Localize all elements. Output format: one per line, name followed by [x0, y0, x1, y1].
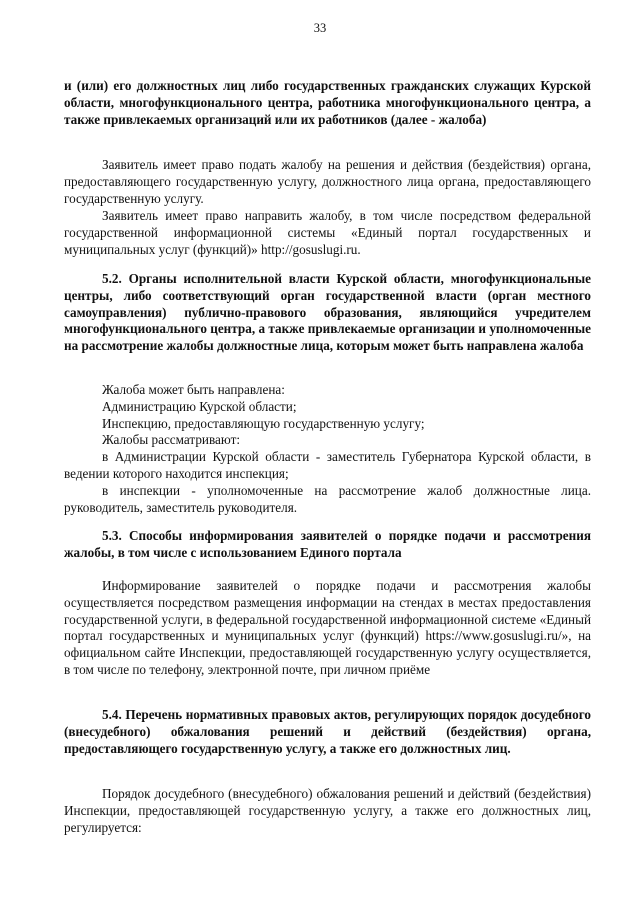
paragraph-administration-review: в Администрации Курской области - заместитель Губернатора Курской области, в ведении которого находится инспекция; — [64, 449, 591, 481]
page-number: 33 — [313, 21, 327, 35]
section-5-3-paragraph: Информирование заявителей о порядке подачи и рассмотрения жалобы осуществляется посредством размещения информации на стендах в местах предоставления государственной услуги, в федеральной государственной информационной системе «Единый портал государственных и муниципальных услуг (функций) https://www.gosuslugi.ru/», на официальном сайте Инспекции, предоставляющей государственную услугу осуществляется, в том числе по телефону, электронной почте, при личном приёме — [64, 578, 591, 677]
section-5-4-heading: 5.4. Перечень нормативных правовых актов, регулирующих порядок досудебного (внесудебного) обжалования решений и действий (бездействия) органа, предоставляющего государственную услугу, а также его должностных лиц. — [64, 707, 591, 756]
section-5-3-heading: 5.3. Способы информирования заявителей о порядке подачи и рассмотрения жалобы, в том числе с использованием Единого портала — [64, 528, 591, 560]
section-5-2-list — [102, 382, 591, 449]
list-item: Жалобы рассматривают: — [102, 432, 241, 448]
list-item: Жалоба может быть направлена: — [102, 382, 285, 397]
paragraph-inspection-review: в инспекции - уполномоченные на рассмотрение жалоб должностные лица. руководитель, заместитель руководителя. — [64, 483, 591, 515]
complaint-definition-heading: и (или) его должностных лиц либо государственных гражданских служащих Курской области, многофункционального центра, работника многофункционального центра, а также привлекаемых организаций или их работников (далее - жалоба) — [64, 78, 591, 127]
paragraph-submission-via-portal: Заявитель имеет право направить жалобу, в том числе посредством федеральной государственной информационной системы «Единый портал государственных и муниципальных услуг (функций)» http://gosuslugi.ru. — [64, 208, 591, 257]
list-item: Инспекцию, предоставляющую государственную услугу; — [102, 415, 425, 431]
section-5-4-paragraph: Порядок досудебного (внесудебного) обжалования решений и действий (бездействия) Инспекции, предоставляющей государственную услугу, а также его должностных лиц, регулируется: — [64, 786, 591, 835]
paragraph-right-to-complain: Заявитель имеет право подать жалобу на решения и действия (бездействия) органа, предоставляющего государственную услугу, должностного лица органа, предоставляющего государственную услугу. — [64, 157, 591, 206]
list-item: Администрацию Курской области; — [102, 398, 297, 414]
section-5-2-heading: 5.2. Органы исполнительной власти Курской области, многофункциональные центры, либо соответствующий орган государственной власти (орган местного самоуправления) публично-правового образования, являющийся учредителем многофункционального центра, а также привлекаемые организации и уполномоченные на рассмотрение жалобы должностные лица, которым может быть направлена жалоба — [64, 271, 591, 354]
